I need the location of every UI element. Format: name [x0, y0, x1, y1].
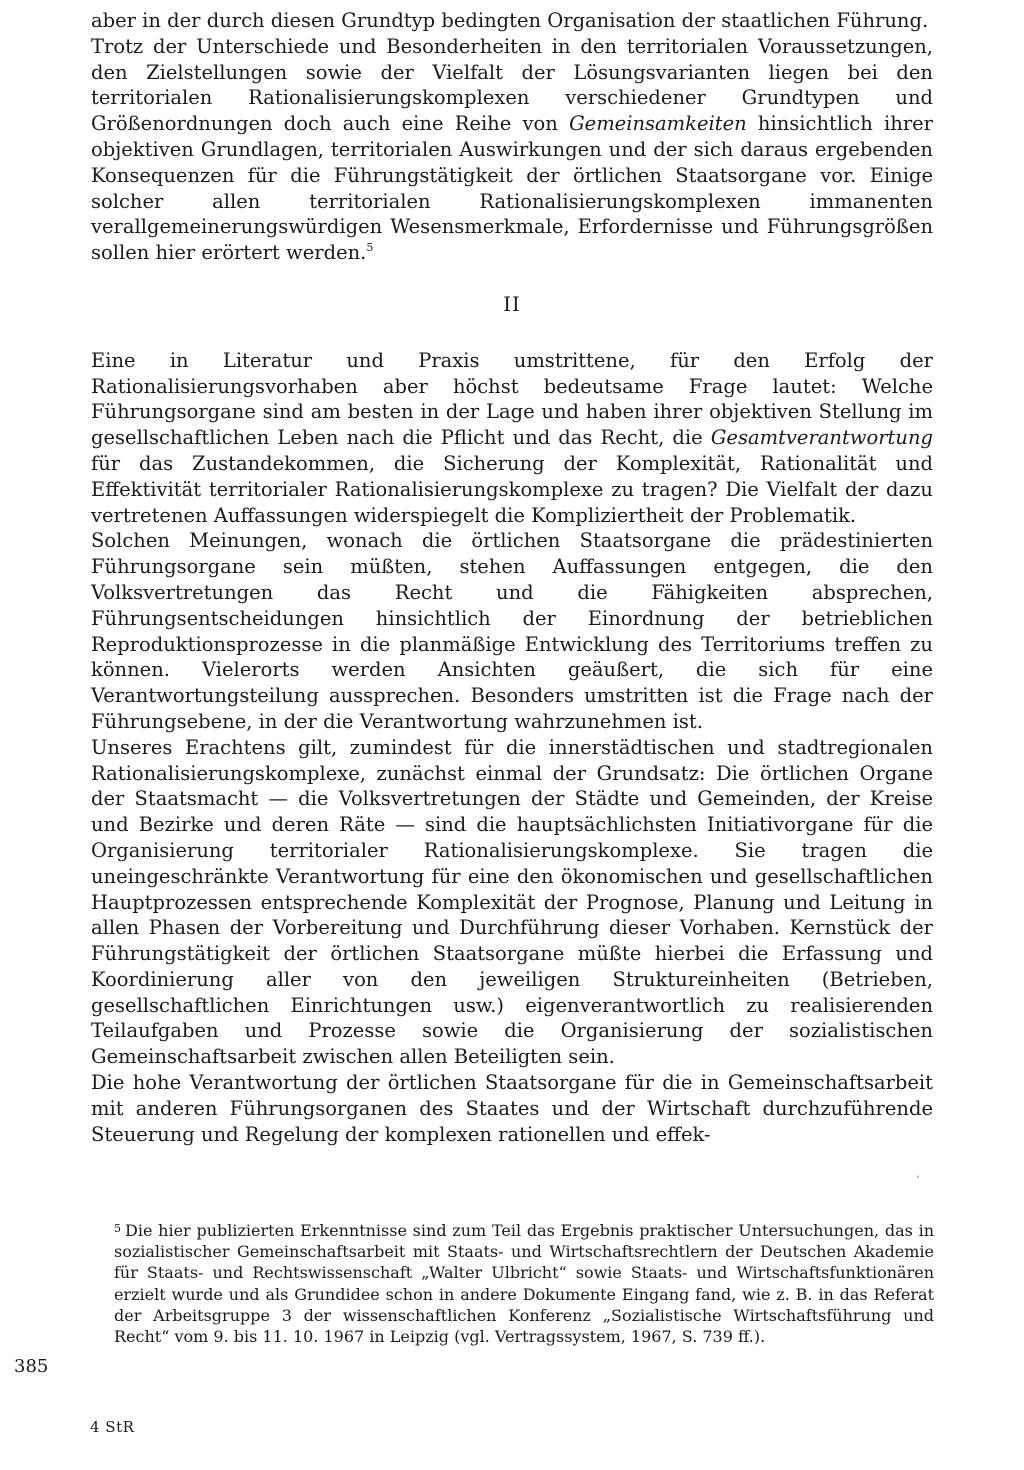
paragraph-text-before: Eine in Literatur und Praxis umstrittene, für den Erfolg der Rationalisierungsvorhaben aber höchst bedeutsame Frage lautet: Welche Führungsorgane sind am besten in der Lage und haben ihrer objektiven Stellung im gesellschaftlichen Leben nach die Pflicht und das Recht, die — [91, 348, 933, 450]
print-mark: ʼ — [916, 1175, 920, 1186]
emphasis-gesamtverantwortung: Gesamtverantwortung — [710, 426, 933, 450]
paragraph-text-after: hinsichtlich ihrer objektiven Grundlagen, territorialen Auswirkungen und der sich daraus ergebenden Konsequenzen für die Führungstätigkeit der örtlichen Staatsorgane vor. Einige solcher allen territorialen Rationalisierungskomplexen immanenten verallgemeinerungswürdigen Wesensmerkmale, Erfordernisse und Führungsgrößen sollen hier erörtert werden. — [91, 112, 933, 265]
main-text — [91, 8, 933, 1147]
footnote-text: Die hier publizierten Erkenntnisse sind zum Teil das Ergebnis praktischer Untersuchungen, das in sozialistischer Gemeinschaftsarbeit mit Staats- und Wirtschaftsrechtlern der Deutschen Akademie für Staats- und Rechtswissenschaft „Walter Ulbricht“ sowie Staats- und Wirtschaftsfunktionären erzielt wurde und als Grundidee schon in andere Dokumente Eingang fand, wie z. B. in das Referat der Arbeitsgruppe 3 der wissenschaftlichen Konferenz „Sozialistische Wirtschaftsführung und Recht“ vom 9. bis 11. 10. 1967 in Leipzig (vgl. Vertragssystem, 1967, S. 739 ff.). — [114, 1221, 934, 1347]
printer-signature: 4 StR — [90, 1418, 135, 1436]
paragraph-gesamtverantwortung — [91, 348, 933, 529]
footnote-mark: 5 — [114, 1222, 121, 1235]
paragraph-continuation: aber in der durch diesen Grundtyp bedingten Organisation der staatlichen Führung. — [91, 9, 929, 32]
paragraph-meinungen: Solchen Meinungen, wonach die örtlichen Staatsorgane die prädestinierten Führungsorgane sein müßten, stehen Auffassungen entgegen, die den Volksvertretungen das Recht und die Fähigkeiten absprechen, Führungsentscheidungen hinsichtlich der Einordnung der betrieblichen Reproduktionsprozesse in die planmäßige Entwicklung des Territoriums treffen zu können. Vielerorts werden Ansichten geäußert, die sich für eine Verantwortungsteilung aussprechen. Besonders umstritten ist die Frage nach der Führungsebene, in der die Verantwortung wahrzunehmen ist. — [91, 529, 933, 733]
page-number: 385 — [14, 1356, 49, 1377]
paragraph-text-after: für das Zustandekommen, die Sicherung der Komplexität, Rationalität und Effektivität territorialer Rationalisierungskomplexe zu tragen? Die Vielfalt der dazu vertretenen Auffassungen widerspiegelt die Kompliziertheit der Problematik. — [91, 451, 933, 527]
paragraph-grundsatz: Unseres Erachtens gilt, zumindest für die innerstädtischen und stadtregionalen Rationalisierungskomplexe, zunächst einmal der Grundsatz: Die örtlichen Organe der Staatsmacht — die Volksvertretungen der Städte und Gemeinden, der Kreise und Bezirke und deren Räte — sind die hauptsächlichsten Initiativorgane für die Organisierung territorialer Rationalisierungskomplexe. Sie tragen die uneingeschränkte Verantwortung für eine den ökonomischen und gesellschaftlichen Hauptprozessen entsprechende Komplexität der Prognose, Planung und Leitung in allen Phasen der Vorbereitung und Durchführung dieser Vorhaben. Kernstück der Führungstätigkeit der örtlichen Staatsorgane müßte hierbei die Erfassung und Koordinierung aller von den jeweiligen Struktureinheiten (Betrieben, gesellschaftlichen Einrichtungen usw.) eigenverantwortlich zu realisierenden Teilaufgaben und Prozesse sowie die Organisierung der sozialistischen Gemeinschaftsarbeit zwischen allen Beteiligten sein. — [91, 735, 933, 1069]
paragraph-text-before: Trotz der Unterschiede und Besonderheiten in den territorialen Voraussetzungen, den Zielstellungen sowie der Vielfalt der Lösungsvarianten liegen bei den territorialen Rationalisierungskomplexen verschiedener Grundtypen und Größenordnungen doch auch eine Reihe von — [91, 34, 933, 136]
paragraph-gemeinsamkeiten — [91, 34, 933, 266]
footnote-reference: 5 — [366, 241, 374, 255]
footnote — [114, 1218, 934, 1347]
emphasis-gemeinsamkeiten: Gemeinsamkeiten — [569, 112, 747, 136]
section-heading: II — [503, 292, 521, 316]
paragraph-verantwortung: Die hohe Verantwortung der örtlichen Staatsorgane für die in Gemeinschaftsarbeit mit anderen Führungsorganen des Staates und der Wirtschaft durchzuführende Steuerung und Regelung der komplexen rationellen und effek- — [91, 1071, 933, 1146]
